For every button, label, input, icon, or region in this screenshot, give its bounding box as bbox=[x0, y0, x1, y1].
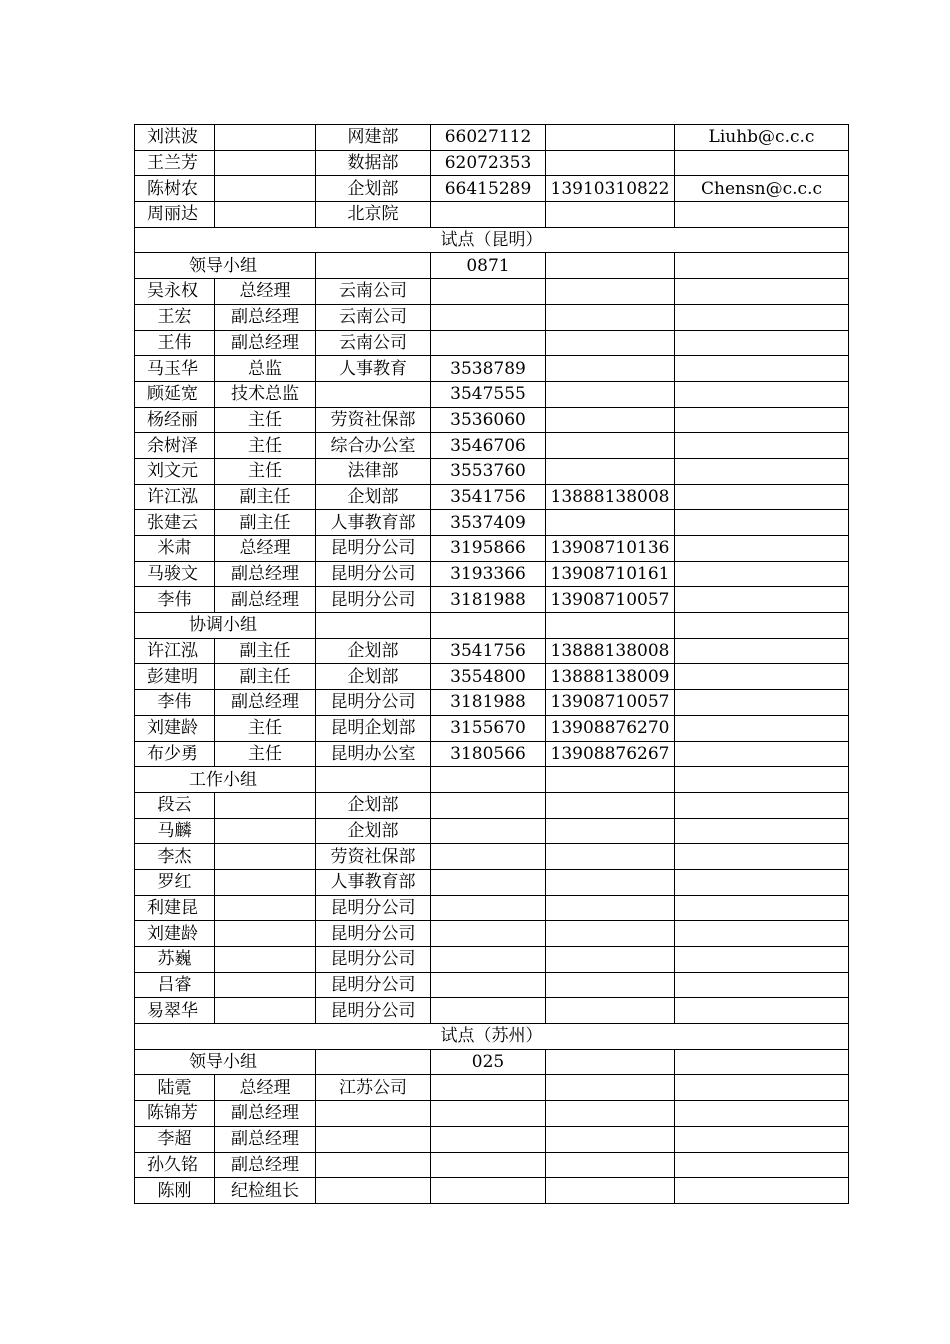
department-cell: 云南公司 bbox=[316, 330, 431, 356]
group-label: 工作小组 bbox=[135, 767, 316, 793]
name-cell: 布少勇 bbox=[135, 741, 215, 767]
department-cell: 江苏公司 bbox=[316, 1075, 431, 1101]
email-cell bbox=[675, 356, 849, 382]
table-row bbox=[135, 638, 849, 664]
email-cell bbox=[675, 561, 849, 587]
table-row bbox=[135, 664, 849, 690]
table-cell bbox=[316, 613, 431, 639]
phone-cell bbox=[431, 972, 546, 998]
phone-cell: 3180566 bbox=[431, 741, 546, 767]
mobile-cell bbox=[546, 330, 675, 356]
title-cell: 副总经理 bbox=[215, 561, 316, 587]
email-cell bbox=[675, 1152, 849, 1178]
department-cell: 企划部 bbox=[316, 818, 431, 844]
mobile-cell: 13908710057 bbox=[546, 690, 675, 716]
name-cell: 张建云 bbox=[135, 510, 215, 536]
phone-cell: 3547555 bbox=[431, 381, 546, 407]
table-cell bbox=[546, 1049, 675, 1075]
title-cell: 技术总监 bbox=[215, 381, 316, 407]
table-cell bbox=[675, 767, 849, 793]
phone-cell: 3181988 bbox=[431, 690, 546, 716]
table-row bbox=[135, 407, 849, 433]
name-cell: 余树泽 bbox=[135, 433, 215, 459]
email-cell bbox=[675, 304, 849, 330]
mobile-cell bbox=[546, 279, 675, 305]
title-cell: 副主任 bbox=[215, 484, 316, 510]
email-cell bbox=[675, 202, 849, 228]
department-cell: 昆明分公司 bbox=[316, 587, 431, 613]
department-cell: 人事教育 bbox=[316, 356, 431, 382]
email-cell bbox=[675, 1126, 849, 1152]
email-cell bbox=[675, 715, 849, 741]
email-cell: Chensn@c.c.c bbox=[675, 176, 849, 202]
department-cell: 昆明企划部 bbox=[316, 715, 431, 741]
name-cell: 王兰芳 bbox=[135, 150, 215, 176]
mobile-cell: 13888138008 bbox=[546, 484, 675, 510]
phone-cell: 3554800 bbox=[431, 664, 546, 690]
table-row bbox=[135, 202, 849, 228]
email-cell bbox=[675, 972, 849, 998]
phone-cell: 3546706 bbox=[431, 433, 546, 459]
title-cell bbox=[215, 947, 316, 973]
title-cell: 副总经理 bbox=[215, 690, 316, 716]
name-cell: 刘洪波 bbox=[135, 125, 215, 151]
title-cell bbox=[215, 869, 316, 895]
title-cell: 主任 bbox=[215, 407, 316, 433]
name-cell: 王伟 bbox=[135, 330, 215, 356]
name-cell: 米肃 bbox=[135, 536, 215, 562]
table-row bbox=[135, 1152, 849, 1178]
phone-cell: 66027112 bbox=[431, 125, 546, 151]
department-cell: 昆明分公司 bbox=[316, 895, 431, 921]
phone-cell bbox=[431, 304, 546, 330]
department-cell: 数据部 bbox=[316, 150, 431, 176]
phone-cell: 66415289 bbox=[431, 176, 546, 202]
title-cell: 副总经理 bbox=[215, 587, 316, 613]
department-cell: 昆明分公司 bbox=[316, 561, 431, 587]
email-cell bbox=[675, 381, 849, 407]
mobile-cell bbox=[546, 510, 675, 536]
title-cell bbox=[215, 895, 316, 921]
mobile-cell: 13888138008 bbox=[546, 638, 675, 664]
name-cell: 陈树农 bbox=[135, 176, 215, 202]
table-row bbox=[135, 844, 849, 870]
section-row bbox=[135, 227, 849, 253]
table-row bbox=[135, 356, 849, 382]
title-cell bbox=[215, 972, 316, 998]
group-row bbox=[135, 253, 849, 279]
email-cell bbox=[675, 279, 849, 305]
email-cell bbox=[675, 895, 849, 921]
mobile-cell bbox=[546, 407, 675, 433]
table-cell bbox=[546, 613, 675, 639]
phone-cell: 3537409 bbox=[431, 510, 546, 536]
name-cell: 顾延宽 bbox=[135, 381, 215, 407]
group-row bbox=[135, 767, 849, 793]
name-cell: 刘建龄 bbox=[135, 921, 215, 947]
department-cell bbox=[316, 381, 431, 407]
table-row bbox=[135, 869, 849, 895]
phone-cell bbox=[431, 1178, 546, 1204]
department-cell bbox=[316, 1152, 431, 1178]
email-cell bbox=[675, 818, 849, 844]
table-row bbox=[135, 1178, 849, 1204]
table-row bbox=[135, 176, 849, 202]
group-label: 领导小组 bbox=[135, 1049, 316, 1075]
phone-cell bbox=[431, 792, 546, 818]
email-cell bbox=[675, 947, 849, 973]
title-cell: 副总经理 bbox=[215, 1152, 316, 1178]
name-cell: 马麟 bbox=[135, 818, 215, 844]
phone-cell: 3553760 bbox=[431, 458, 546, 484]
phone-cell bbox=[431, 947, 546, 973]
table-row bbox=[135, 998, 849, 1024]
name-cell: 罗红 bbox=[135, 869, 215, 895]
table-row bbox=[135, 792, 849, 818]
department-cell: 企划部 bbox=[316, 664, 431, 690]
name-cell: 段云 bbox=[135, 792, 215, 818]
phone-cell bbox=[431, 895, 546, 921]
phone-cell: 3536060 bbox=[431, 407, 546, 433]
phone-cell: 3195866 bbox=[431, 536, 546, 562]
section-title: 试点（昆明） bbox=[135, 227, 849, 253]
department-cell: 人事教育部 bbox=[316, 510, 431, 536]
department-cell: 北京院 bbox=[316, 202, 431, 228]
group-label: 协调小组 bbox=[135, 613, 316, 639]
table-row bbox=[135, 1126, 849, 1152]
table-row bbox=[135, 921, 849, 947]
table-cell bbox=[546, 253, 675, 279]
mobile-cell bbox=[546, 998, 675, 1024]
title-cell bbox=[215, 202, 316, 228]
phone-cell bbox=[431, 1152, 546, 1178]
title-cell: 副主任 bbox=[215, 664, 316, 690]
phone-cell bbox=[431, 818, 546, 844]
table-row bbox=[135, 972, 849, 998]
department-cell: 企划部 bbox=[316, 638, 431, 664]
title-cell bbox=[215, 844, 316, 870]
email-cell bbox=[675, 484, 849, 510]
title-cell bbox=[215, 176, 316, 202]
table-row bbox=[135, 715, 849, 741]
phone-cell: 3541756 bbox=[431, 638, 546, 664]
phone-cell bbox=[431, 202, 546, 228]
mobile-cell: 13910310822 bbox=[546, 176, 675, 202]
department-cell: 综合办公室 bbox=[316, 433, 431, 459]
name-cell: 刘文元 bbox=[135, 458, 215, 484]
section-title: 试点（苏州） bbox=[135, 1024, 849, 1050]
phone-cell: 3181988 bbox=[431, 587, 546, 613]
name-cell: 彭建明 bbox=[135, 664, 215, 690]
email-cell bbox=[675, 510, 849, 536]
table-cell: 025 bbox=[431, 1049, 546, 1075]
department-cell: 云南公司 bbox=[316, 279, 431, 305]
table-cell bbox=[431, 613, 546, 639]
department-cell: 昆明办公室 bbox=[316, 741, 431, 767]
mobile-cell bbox=[546, 1152, 675, 1178]
table-row bbox=[135, 381, 849, 407]
email-cell bbox=[675, 1178, 849, 1204]
title-cell bbox=[215, 921, 316, 947]
department-cell: 云南公司 bbox=[316, 304, 431, 330]
title-cell: 主任 bbox=[215, 741, 316, 767]
name-cell: 利建昆 bbox=[135, 895, 215, 921]
email-cell bbox=[675, 690, 849, 716]
title-cell: 主任 bbox=[215, 715, 316, 741]
phone-cell: 62072353 bbox=[431, 150, 546, 176]
name-cell: 陈刚 bbox=[135, 1178, 215, 1204]
name-cell: 马玉华 bbox=[135, 356, 215, 382]
table-row bbox=[135, 304, 849, 330]
department-cell: 劳资社保部 bbox=[316, 844, 431, 870]
contact-table-body bbox=[135, 125, 849, 1204]
email-cell bbox=[675, 536, 849, 562]
table-row bbox=[135, 1075, 849, 1101]
department-cell: 网建部 bbox=[316, 125, 431, 151]
title-cell bbox=[215, 792, 316, 818]
department-cell: 企划部 bbox=[316, 792, 431, 818]
mobile-cell bbox=[546, 433, 675, 459]
table-cell bbox=[675, 613, 849, 639]
table-row bbox=[135, 895, 849, 921]
email-cell bbox=[675, 330, 849, 356]
table-row bbox=[135, 947, 849, 973]
name-cell: 陈锦芳 bbox=[135, 1101, 215, 1127]
name-cell: 李杰 bbox=[135, 844, 215, 870]
name-cell: 李伟 bbox=[135, 690, 215, 716]
mobile-cell bbox=[546, 895, 675, 921]
title-cell: 副主任 bbox=[215, 510, 316, 536]
table-cell bbox=[316, 253, 431, 279]
email-cell bbox=[675, 587, 849, 613]
phone-cell bbox=[431, 921, 546, 947]
contact-table-container bbox=[134, 124, 848, 1204]
table-row bbox=[135, 690, 849, 716]
table-row bbox=[135, 433, 849, 459]
mobile-cell: 13888138009 bbox=[546, 664, 675, 690]
phone-cell bbox=[431, 998, 546, 1024]
name-cell: 刘建龄 bbox=[135, 715, 215, 741]
name-cell: 杨经丽 bbox=[135, 407, 215, 433]
mobile-cell bbox=[546, 1075, 675, 1101]
table-row bbox=[135, 510, 849, 536]
mobile-cell bbox=[546, 304, 675, 330]
department-cell: 昆明分公司 bbox=[316, 947, 431, 973]
email-cell bbox=[675, 844, 849, 870]
department-cell: 企划部 bbox=[316, 484, 431, 510]
table-row bbox=[135, 561, 849, 587]
email-cell bbox=[675, 458, 849, 484]
table-row bbox=[135, 150, 849, 176]
phone-cell bbox=[431, 1075, 546, 1101]
phone-cell: 3538789 bbox=[431, 356, 546, 382]
email-cell bbox=[675, 1101, 849, 1127]
mobile-cell bbox=[546, 1178, 675, 1204]
title-cell bbox=[215, 818, 316, 844]
title-cell: 副总经理 bbox=[215, 304, 316, 330]
table-cell bbox=[675, 1049, 849, 1075]
name-cell: 苏巍 bbox=[135, 947, 215, 973]
department-cell: 昆明分公司 bbox=[316, 690, 431, 716]
name-cell: 许江泓 bbox=[135, 484, 215, 510]
department-cell: 法律部 bbox=[316, 458, 431, 484]
email-cell bbox=[675, 869, 849, 895]
mobile-cell: 13908710161 bbox=[546, 561, 675, 587]
email-cell bbox=[675, 150, 849, 176]
email-cell bbox=[675, 664, 849, 690]
department-cell bbox=[316, 1178, 431, 1204]
table-cell bbox=[546, 767, 675, 793]
mobile-cell bbox=[546, 921, 675, 947]
email-cell: Liuhb@c.c.c bbox=[675, 125, 849, 151]
department-cell: 昆明分公司 bbox=[316, 536, 431, 562]
table-row bbox=[135, 484, 849, 510]
name-cell: 吕睿 bbox=[135, 972, 215, 998]
email-cell bbox=[675, 407, 849, 433]
name-cell: 孙久铭 bbox=[135, 1152, 215, 1178]
table-row bbox=[135, 279, 849, 305]
title-cell: 主任 bbox=[215, 458, 316, 484]
mobile-cell: 13908876270 bbox=[546, 715, 675, 741]
name-cell: 陆霓 bbox=[135, 1075, 215, 1101]
title-cell: 主任 bbox=[215, 433, 316, 459]
mobile-cell bbox=[546, 947, 675, 973]
mobile-cell bbox=[546, 202, 675, 228]
mobile-cell bbox=[546, 792, 675, 818]
email-cell bbox=[675, 1075, 849, 1101]
mobile-cell: 13908710136 bbox=[546, 536, 675, 562]
mobile-cell bbox=[546, 150, 675, 176]
title-cell bbox=[215, 150, 316, 176]
department-cell: 昆明分公司 bbox=[316, 998, 431, 1024]
title-cell: 副总经理 bbox=[215, 1126, 316, 1152]
title-cell bbox=[215, 125, 316, 151]
table-row bbox=[135, 458, 849, 484]
table-row bbox=[135, 587, 849, 613]
title-cell: 总经理 bbox=[215, 1075, 316, 1101]
group-row bbox=[135, 1049, 849, 1075]
name-cell: 李伟 bbox=[135, 587, 215, 613]
mobile-cell bbox=[546, 972, 675, 998]
contact-table bbox=[134, 124, 849, 1204]
table-cell bbox=[316, 1049, 431, 1075]
title-cell: 纪检组长 bbox=[215, 1178, 316, 1204]
name-cell: 易翠华 bbox=[135, 998, 215, 1024]
phone-cell bbox=[431, 869, 546, 895]
phone-cell bbox=[431, 330, 546, 356]
department-cell: 劳资社保部 bbox=[316, 407, 431, 433]
table-row bbox=[135, 536, 849, 562]
email-cell bbox=[675, 921, 849, 947]
mobile-cell: 13908710057 bbox=[546, 587, 675, 613]
mobile-cell bbox=[546, 869, 675, 895]
department-cell bbox=[316, 1126, 431, 1152]
table-row bbox=[135, 1101, 849, 1127]
title-cell bbox=[215, 998, 316, 1024]
email-cell bbox=[675, 741, 849, 767]
title-cell: 副总经理 bbox=[215, 1101, 316, 1127]
phone-cell: 3155670 bbox=[431, 715, 546, 741]
mobile-cell: 13908876267 bbox=[546, 741, 675, 767]
table-row bbox=[135, 741, 849, 767]
mobile-cell bbox=[546, 1126, 675, 1152]
phone-cell bbox=[431, 844, 546, 870]
table-row bbox=[135, 818, 849, 844]
department-cell: 昆明分公司 bbox=[316, 921, 431, 947]
table-row bbox=[135, 125, 849, 151]
title-cell: 总经理 bbox=[215, 536, 316, 562]
department-cell: 人事教育部 bbox=[316, 869, 431, 895]
group-row bbox=[135, 613, 849, 639]
name-cell: 马骏文 bbox=[135, 561, 215, 587]
name-cell: 李超 bbox=[135, 1126, 215, 1152]
phone-cell bbox=[431, 279, 546, 305]
phone-cell bbox=[431, 1126, 546, 1152]
title-cell: 总监 bbox=[215, 356, 316, 382]
title-cell: 副总经理 bbox=[215, 330, 316, 356]
mobile-cell bbox=[546, 1101, 675, 1127]
table-cell bbox=[431, 767, 546, 793]
title-cell: 副主任 bbox=[215, 638, 316, 664]
department-cell bbox=[316, 1101, 431, 1127]
email-cell bbox=[675, 433, 849, 459]
email-cell bbox=[675, 638, 849, 664]
table-cell bbox=[316, 767, 431, 793]
email-cell bbox=[675, 792, 849, 818]
mobile-cell bbox=[546, 125, 675, 151]
mobile-cell bbox=[546, 844, 675, 870]
mobile-cell bbox=[546, 458, 675, 484]
department-cell: 企划部 bbox=[316, 176, 431, 202]
name-cell: 王宏 bbox=[135, 304, 215, 330]
table-cell bbox=[675, 253, 849, 279]
email-cell bbox=[675, 998, 849, 1024]
group-label: 领导小组 bbox=[135, 253, 316, 279]
table-row bbox=[135, 330, 849, 356]
phone-cell: 3541756 bbox=[431, 484, 546, 510]
section-row bbox=[135, 1024, 849, 1050]
mobile-cell bbox=[546, 818, 675, 844]
mobile-cell bbox=[546, 381, 675, 407]
mobile-cell bbox=[546, 356, 675, 382]
name-cell: 吴永权 bbox=[135, 279, 215, 305]
table-cell: 0871 bbox=[431, 253, 546, 279]
phone-cell bbox=[431, 1101, 546, 1127]
name-cell: 许江泓 bbox=[135, 638, 215, 664]
department-cell: 昆明分公司 bbox=[316, 972, 431, 998]
title-cell: 总经理 bbox=[215, 279, 316, 305]
name-cell: 周丽达 bbox=[135, 202, 215, 228]
phone-cell: 3193366 bbox=[431, 561, 546, 587]
